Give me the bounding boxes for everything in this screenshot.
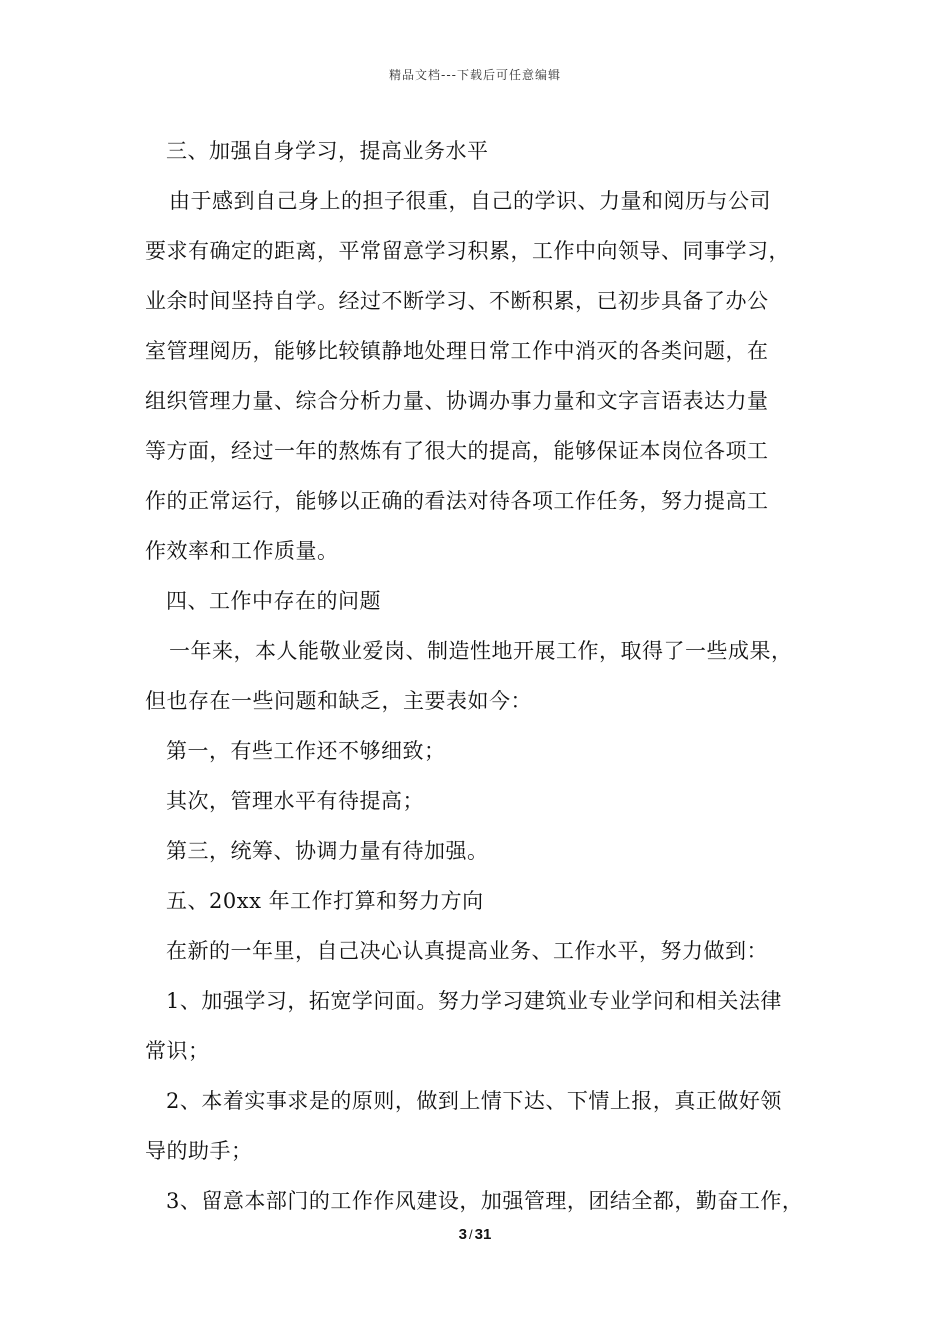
section-heading-4: 四、工作中存在的问题 xyxy=(166,589,381,613)
total-pages: 31 xyxy=(474,1226,492,1243)
paragraph-line: 室管理阅历，能够比较镇静地处理日常工作中消灭的各类问题，在 xyxy=(145,339,769,363)
page-number xyxy=(0,1226,950,1243)
paragraph-line: 但也存在一些问题和缺乏，主要表如今： xyxy=(145,689,532,713)
paragraph-line: 要求有确定的距离，平常留意学习积累，工作中向领导、同事学习， xyxy=(145,239,790,263)
document-body xyxy=(145,126,825,1226)
paragraph-line: 作效率和工作质量。 xyxy=(145,539,339,563)
current-page: 3 xyxy=(458,1226,468,1243)
list-item: 3、留意本部门的工作作风建设，加强管理，团结全都，勤奋工作， xyxy=(166,1189,804,1213)
paragraph-line: 由于感到自己身上的担子很重，自己的学识、力量和阅历与公司 xyxy=(169,189,771,213)
paragraph-line: 常识； xyxy=(145,1039,210,1063)
list-item: 2、本着实事求是的原则，做到上情下达、下情上报，真正做好领 xyxy=(166,1089,782,1113)
paragraph-line: 在新的一年里，自己决心认真提高业务、工作水平，努力做到： xyxy=(166,939,768,963)
paragraph-line: 作的正常运行，能够以正确的看法对待各项工作任务，努力提高工 xyxy=(145,489,769,513)
paragraph-line: 组织管理力量、综合分析力量、协调办事力量和文字言语表达力量 xyxy=(145,389,769,413)
list-item: 第三，统筹、协调力量有待加强。 xyxy=(166,839,489,863)
list-item: 其次，管理水平有待提高； xyxy=(166,789,424,813)
paragraph-line: 导的助手； xyxy=(145,1139,253,1163)
paragraph-line: 等方面，经过一年的熬炼有了很大的提高，能够保证本岗位各项工 xyxy=(145,439,769,463)
section-heading-5: 五、20xx 年工作打算和努力方向 xyxy=(166,889,484,913)
list-item: 第一，有些工作还不够细致； xyxy=(166,739,446,763)
page-header: 精品文档---下载后可任意编辑 xyxy=(389,68,561,82)
paragraph-line: 业余时间坚持自学。经过不断学习、不断积累，已初步具备了办公 xyxy=(145,289,769,313)
section-heading-3: 三、加强自身学习，提高业务水平 xyxy=(166,139,489,163)
paragraph-line: 一年来，本人能敬业爱岗、制造性地开展工作，取得了一些成果， xyxy=(169,639,793,663)
page-separator: / xyxy=(469,1227,473,1242)
list-item: 1、加强学习，拓宽学问面。努力学习建筑业专业学问和相关法律 xyxy=(166,989,782,1013)
